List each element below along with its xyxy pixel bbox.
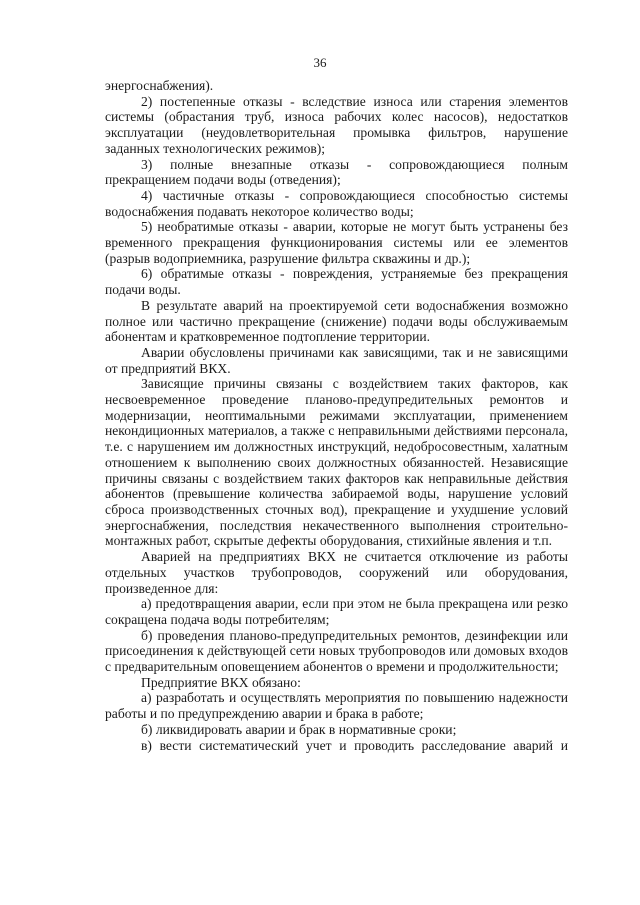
paragraph: в) вести систематический учет и проводить расследование аварий и: [141, 737, 568, 753]
paragraph: Зависящие причины связаны с воздействием таких факторов, как несвоевременное проведение планово-предупредительных ремонтов и модернизации, неоптимальными режимами эксплуатации, применением некондиционных материалов, а также с неправильными действиями персонала, т.е. с нарушением им должностных инструкций, недобросовестным, халатным отношением к выполнению своих должностных обязанностей. Независящие причины связаны с воздействием таких факторов как неправильные действия абонентов (превышение количества забираемой воды, нарушение условий сброса производственных сточных вод), прекращение и ухудшение условий энергоснабжения, последствия некачественного выполнения строительно-монтажных работ, скрытые дефекты оборудования, стихийные явления и т.п.: [105, 376, 568, 549]
paragraph: 5) необратимые отказы - аварии, которые не могут быть устранены без временного прекращения функционирования системы или ее элементов (разрыв водоприемника, разрушение фильтра скважины и др.);: [105, 219, 568, 266]
paragraph: а) предотвращения аварии, если при этом не была прекращена или резко сокращена подача воды потребителям;: [105, 596, 568, 627]
document-body: [105, 78, 568, 753]
paragraph: Аварией на предприятиях ВКХ не считается отключение из работы отдельных участков трубопроводов, сооружений или оборудования, произведенное для:: [105, 549, 568, 596]
paragraph: Аварии обусловлены причинами как зависящими, так и не зависящими от предприятий ВКХ.: [105, 344, 568, 376]
paragraph: 6) обратимые отказы - повреждения, устраняемые без прекращения подачи воды.: [105, 266, 568, 298]
paragraph: 2) постепенные отказы - вследствие износа или старения элементов системы (обрастания труб, износа рабочих колес насосов), недостатков эксплуатации (неудовлетворительная промывка фильтров, нарушение заданных технологических режимов);: [105, 93, 568, 156]
page-number: 36: [313, 55, 327, 70]
paragraph: В результате аварий на проектируемой сети водоснабжения возможно полное или частично прекращение (снижение) подачи воды обслуживаемым абонентам и кратковременное подтопление территории.: [105, 297, 568, 345]
paragraph: энергоснабжения).: [105, 78, 214, 93]
paragraph: б) проведения планово-предупредительных ремонтов, дезинфекции или присоединения к действующей сети новых трубопроводов или домовых входов с предварительным оповещением абонентов о времени и продолжительности;: [105, 627, 568, 675]
paragraph: 4) частичные отказы - сопровождающиеся способностью системы водоснабжения подавать некоторое количество воды;: [105, 187, 568, 219]
paragraph: Предприятие ВКХ обязано:: [141, 674, 301, 690]
paragraph: а) разработать и осуществлять мероприятия по повышению надежности работы и по предупреждению аварии и брака в работе;: [105, 690, 568, 722]
paragraph: 3) полные внезапные отказы - сопровождающиеся полным прекращением подачи воды (отведения);: [105, 156, 568, 188]
paragraph: б) ликвидировать аварии и брак в нормативные сроки;: [141, 721, 457, 737]
